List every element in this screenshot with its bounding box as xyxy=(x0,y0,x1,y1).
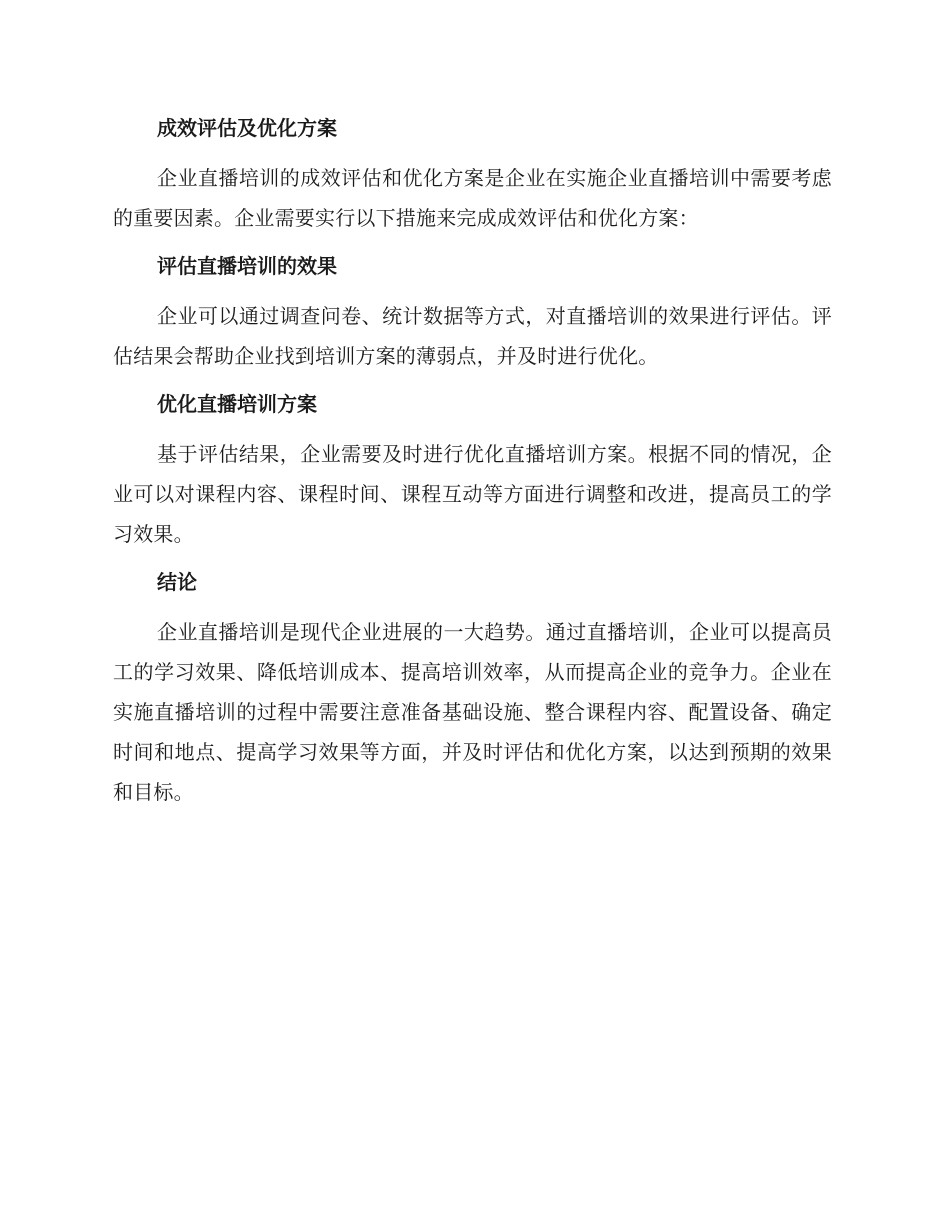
section-paragraph-conclusion: 企业直播培训是现代企业进展的一大趋势。通过直播培训，企业可以提高员工的学习效果、降低培训成本、提高培训效率，从而提高企业的竞争力。企业在实施直播培训的过程中需要注意准备基础设施、整合课程内容、配置设备、确定时间和地点、提高学习效果等方面，并及时评估和优化方案，以达到预期的效果和目标。 xyxy=(113,620,832,804)
section-paragraph-evaluate-effect: 企业可以通过调查问卷、统计数据等方式，对直播培训的效果进行评估。评估结果会帮助企业找到培训方案的薄弱点，并及时进行优化。 xyxy=(113,304,832,368)
section-heading-conclusion: 结论 xyxy=(157,570,197,594)
section-heading-optimize-plan: 优化直播培训方案 xyxy=(157,392,317,416)
section-paragraph-evaluation-optimization: 企业直播培训的成效评估和优化方案是企业在实施企业直播培训中需要考虑的重要因素。企业需要实行以下措施来完成成效评估和优化方案： xyxy=(113,166,832,230)
section-heading-evaluation-optimization: 成效评估及优化方案 xyxy=(157,116,337,140)
section-heading-evaluate-effect: 评估直播培训的效果 xyxy=(157,254,337,278)
section-paragraph-optimize-plan: 基于评估结果，企业需要及时进行优化直播培训方案。根据不同的情况，企业可以对课程内容、课程时间、课程互动等方面进行调整和改进，提高员工的学习效果。 xyxy=(113,442,832,546)
